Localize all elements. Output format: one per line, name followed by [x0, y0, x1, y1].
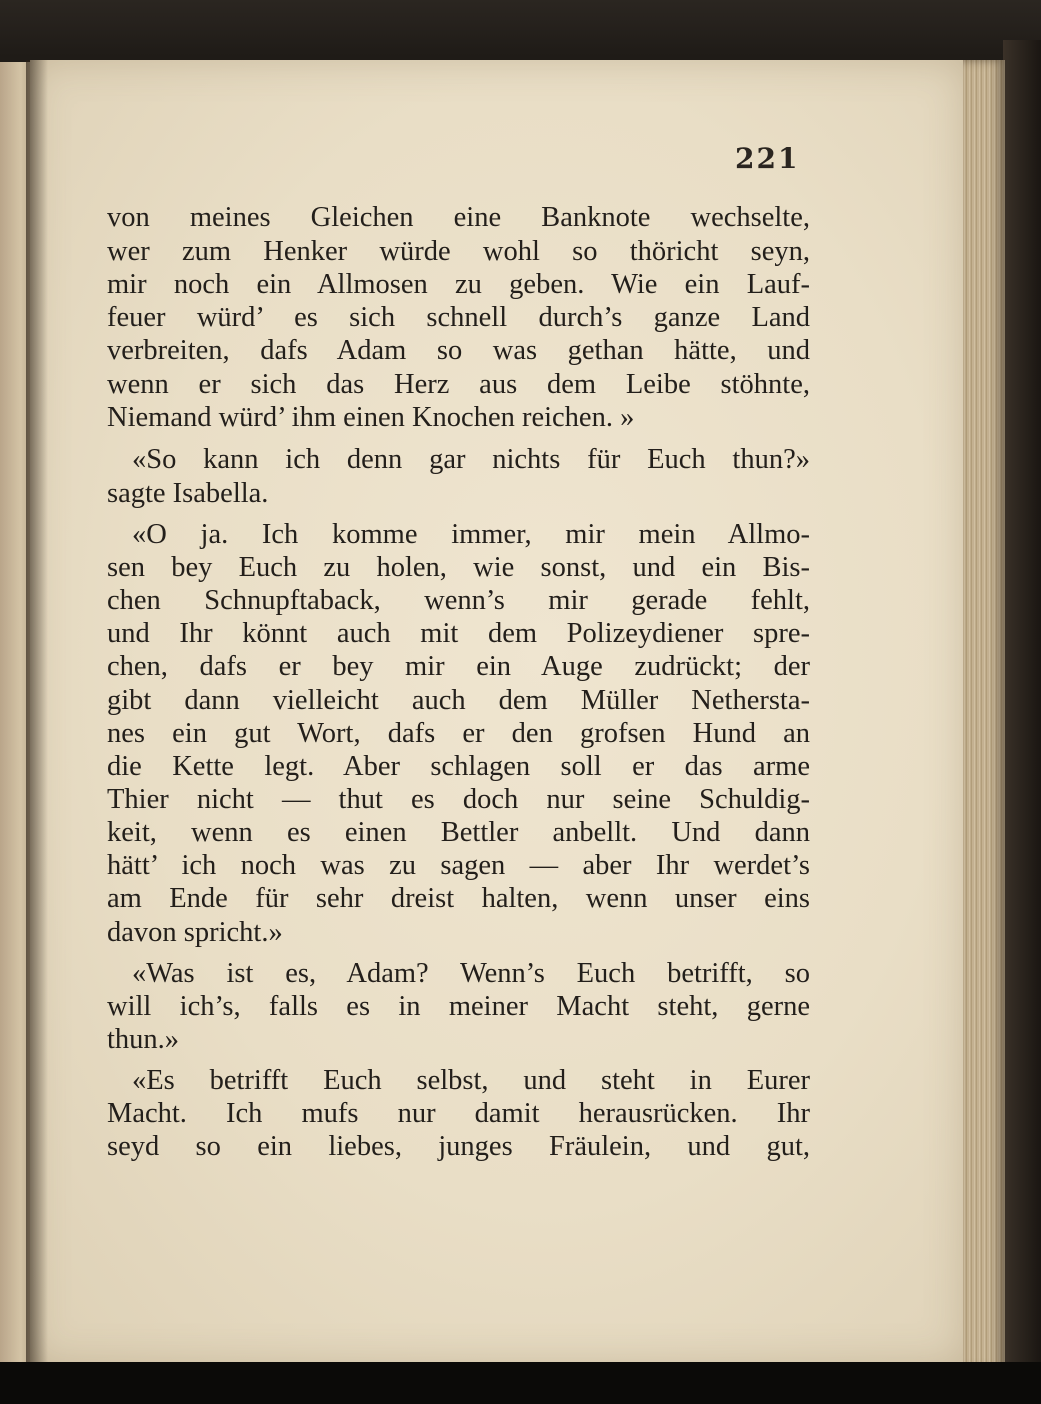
book-binding	[1003, 40, 1041, 1370]
text-line: chen Schnupftaback, wenn’s mir gerade fehlt,	[107, 585, 810, 616]
text-line: chen, dafs er bey mir ein Auge zudrückt; der	[107, 651, 810, 682]
text-line: sen bey Euch zu holen, wie sonst, und ein Bis-	[107, 552, 810, 583]
text-line: hätt’ ich noch was zu sagen — aber Ihr werdet’s	[107, 850, 810, 881]
text-line: von meines Gleichen eine Banknote wechselte,	[107, 202, 810, 233]
text-line: mir noch ein Allmosen zu geben. Wie ein Lauf-	[107, 269, 810, 300]
text-line: «Es betrifft Euch selbst, und steht in Eurer	[132, 1065, 810, 1096]
text-line: davon spricht.»	[107, 917, 283, 948]
text-line: keit, wenn es einen Bettler anbellt. Und dann	[107, 817, 810, 848]
text-line: nes ein gut Wort, dafs er den grofsen Hund an	[107, 718, 810, 749]
text-line: sagte Isabella.	[107, 478, 269, 509]
text-line: die Kette legt. Aber schlagen soll er das arme	[107, 751, 810, 782]
text-line: wenn er sich das Herz aus dem Leibe stöhnte,	[107, 369, 810, 400]
text-line: thun.»	[107, 1024, 180, 1055]
text-line: Thier nicht — thut es doch nur seine Schuldig-	[107, 784, 810, 815]
text-line: Macht. Ich mufs nur damit herausrücken. Ihr	[107, 1098, 810, 1129]
text-line: «So kann ich denn gar nichts für Euch thun?»	[132, 444, 810, 475]
page-number: 221	[735, 142, 800, 175]
text-line: «O ja. Ich komme immer, mir mein Allmo-	[132, 519, 810, 550]
text-line: «Was ist es, Adam? Wenn’s Euch betrifft, so	[132, 958, 810, 989]
text-line: und Ihr könnt auch mit dem Polizeydiener spre-	[107, 618, 810, 649]
page-gutter-shadow	[26, 60, 48, 1365]
text-line: verbreiten, dafs Adam so was gethan hätte, und	[107, 335, 810, 366]
text-line: seyd so ein liebes, junges Fräulein, und gut,	[107, 1131, 810, 1162]
text-line: Niemand würd’ ihm einen Knochen reichen. »	[107, 402, 635, 433]
text-line: am Ende für sehr dreist halten, wenn unser eins	[107, 883, 810, 914]
text-line: gibt dann vielleicht auch dem Müller Nethersta-	[107, 685, 810, 716]
text-line: feuer würd’ es sich schnell durch’s ganze Land	[107, 302, 810, 333]
text-line: will ich’s, falls es in meiner Macht steht, gerne	[107, 991, 810, 1022]
text-line: wer zum Henker würde wohl so thöricht seyn,	[107, 236, 810, 267]
page-block-edges	[963, 60, 1005, 1370]
bottom-shadow	[0, 1362, 1041, 1404]
